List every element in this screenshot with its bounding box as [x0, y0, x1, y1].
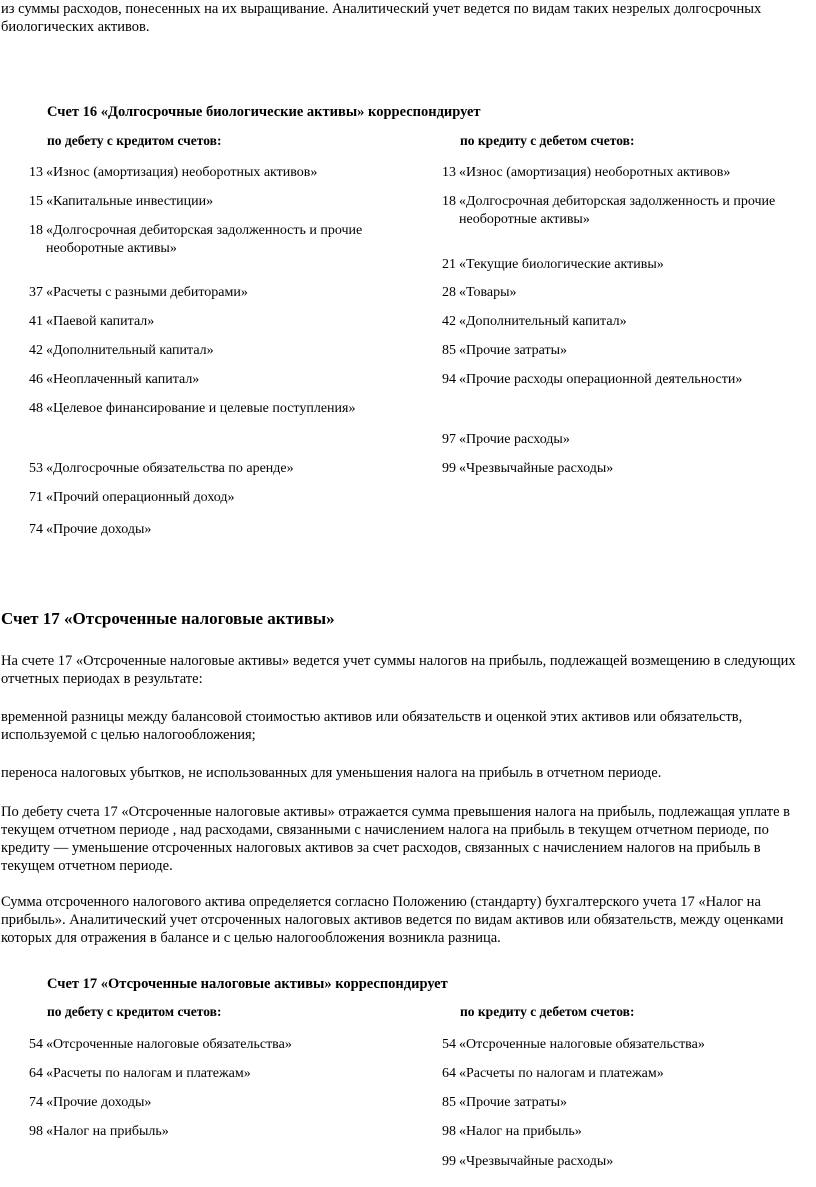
- table17-debit-row: [21, 1123, 401, 1141]
- table17-credit-row: [434, 1153, 812, 1171]
- account-name: «Прочие затраты»: [459, 343, 568, 358]
- account-number: 13: [442, 165, 456, 180]
- account-name: «Износ (амортизация) необоротных активов»: [459, 165, 731, 180]
- table16-credit-row: [434, 371, 812, 389]
- table17-debit-heading: по дебету с кредитом счетов:: [47, 1004, 222, 1019]
- account-name: «Паевой капитал»: [46, 314, 155, 329]
- account-number: 54: [29, 1037, 43, 1052]
- account-name: «Товары»: [459, 285, 517, 300]
- account-name: «Прочие расходы операционной деятельности»: [459, 372, 743, 387]
- table16-credit-row: [434, 460, 812, 478]
- account-name: «Прочие затраты»: [459, 1095, 568, 1110]
- section17-paragraph-1: На счете 17 «Отсроченные налоговые активы» ведется учет суммы налогов на прибыль, подлежащей возмещению в следующих отчетных периодах в результате:: [1, 653, 796, 687]
- account-number: 99: [442, 1154, 456, 1169]
- account-number: 46: [29, 372, 43, 387]
- table16-credit-row: [434, 193, 812, 229]
- account-name: «Расчеты с разными дебиторами»: [46, 285, 248, 300]
- account-number: 94: [442, 372, 456, 387]
- section17-paragraph-4: По дебету счета 17 «Отсроченные налоговые активы» отражается сумма превышения налога на прибыль, подлежащая уплате в текущем отчетном периоде , над расходами, связанными с начислением налога на прибыль в текущем отчетном периоде, по кредиту — уменьшение отсроченных налоговых активов за счет расходов, связанных с начислением налогов на прибыль в текущем отчетном периоде.: [1, 804, 790, 874]
- account-number: 99: [442, 461, 456, 476]
- section17-paragraph-2: временной разницы между балансовой стоимостью активов или обязательств и оценкой этих активов или обязательств, используемой с целью налогообложения;: [1, 709, 743, 743]
- account-number: 97: [442, 432, 456, 447]
- account-name: «Дополнительный капитал»: [46, 343, 214, 358]
- account-number: 15: [29, 194, 43, 209]
- account-number: 28: [442, 285, 456, 300]
- table17-credit-row: [434, 1123, 812, 1141]
- section17-paragraph-3: переноса налоговых убытков, не использованных для уменьшения налога на прибыль в отчетном периоде.: [1, 765, 662, 781]
- table16-credit-row: [434, 342, 812, 360]
- intro-paragraph: из суммы расходов, понесенных на их выращивание. Аналитический учет ведется по видам таких незрелых долгосрочных биологических активов.: [1, 1, 762, 35]
- account-name: «Отсроченные налоговые обязательства»: [46, 1037, 292, 1052]
- account-name: «Прочие расходы»: [459, 432, 570, 447]
- account-name: «Налог на прибыль»: [459, 1124, 582, 1139]
- table16-debit-row: [21, 400, 401, 418]
- table16-debit-row: [21, 342, 401, 360]
- account-name: «Расчеты по налогам и платежам»: [459, 1066, 664, 1081]
- account-name: «Долгосрочная дебиторская задолженность и прочие необоротные активы»: [46, 223, 363, 256]
- account-number: 98: [442, 1124, 456, 1139]
- account-number: 18: [29, 223, 43, 238]
- account-name: «Прочие доходы»: [46, 522, 152, 537]
- account-number: 74: [29, 1095, 43, 1110]
- table16-debit-row: [21, 371, 401, 389]
- account-number: 42: [442, 314, 456, 329]
- account-number: 85: [442, 1095, 456, 1110]
- table16-debit-row: [21, 313, 401, 331]
- account-number: 48: [29, 401, 43, 416]
- table17-debit-row: [21, 1094, 401, 1112]
- account-number: 71: [29, 490, 43, 505]
- table17-title: Счет 17 «Отсроченные налоговые активы» корреспондирует: [47, 976, 448, 992]
- table17-credit-row: [434, 1036, 812, 1054]
- table17-debit-row: [21, 1065, 401, 1083]
- account-number: 13: [29, 165, 43, 180]
- table16-debit-row: [21, 222, 401, 258]
- account-name: «Налог на прибыль»: [46, 1124, 169, 1139]
- table17-credit-row: [434, 1065, 812, 1083]
- table16-debit-row: [21, 521, 401, 539]
- account-name: «Неоплаченный капитал»: [46, 372, 200, 387]
- account-name: «Расчеты по налогам и платежам»: [46, 1066, 251, 1081]
- table16-credit-row: [434, 313, 812, 331]
- account-number: 98: [29, 1124, 43, 1139]
- table16-credit-row: [434, 431, 812, 449]
- account-number: 42: [29, 343, 43, 358]
- account-name: «Износ (амортизация) необоротных активов»: [46, 165, 318, 180]
- account-name: «Долгосрочные обязательства по аренде»: [46, 461, 294, 476]
- table16-credit-row: [434, 164, 812, 182]
- table16-debit-row: [21, 460, 401, 478]
- account-name: «Дополнительный капитал»: [459, 314, 627, 329]
- table16-credit-row: [434, 256, 812, 274]
- section17-paragraph-5: Сумма отсроченного налогового актива определяется согласно Положению (стандарту) бухгалтерского учета 17 «Налог на прибыль». Аналитический учет отсроченных налоговых активов ведется по видам активов или обязательств, между оценками которых для отражения в балансе и с целью налогообложения возникла разница.: [1, 894, 784, 946]
- section17-heading: Счет 17 «Отсроченные налоговые активы»: [1, 609, 335, 628]
- table16-credit-row: [434, 284, 812, 302]
- account-name: «Капитальные инвестиции»: [46, 194, 214, 209]
- table16-debit-row: [21, 489, 401, 507]
- account-number: 37: [29, 285, 43, 300]
- table16-debit-heading: по дебету с кредитом счетов:: [47, 133, 222, 148]
- account-number: 41: [29, 314, 43, 329]
- account-name: «Прочий операционный доход»: [46, 490, 235, 505]
- table16-debit-row: [21, 284, 401, 302]
- table16-title: Счет 16 «Долгосрочные биологические активы» корреспондирует: [47, 104, 481, 120]
- account-number: 64: [29, 1066, 43, 1081]
- account-number: 21: [442, 257, 456, 272]
- account-number: 64: [442, 1066, 456, 1081]
- account-name: «Целевое финансирование и целевые поступления»: [46, 401, 356, 416]
- account-number: 85: [442, 343, 456, 358]
- account-name: «Текущие биологические активы»: [459, 257, 664, 272]
- account-name: «Чрезвычайные расходы»: [459, 1154, 614, 1169]
- account-name: «Долгосрочная дебиторская задолженность и прочие необоротные активы»: [459, 194, 776, 227]
- account-name: «Отсроченные налоговые обязательства»: [459, 1037, 705, 1052]
- account-name: «Прочие доходы»: [46, 1095, 152, 1110]
- table17-credit-row: [434, 1094, 812, 1112]
- table16-credit-heading: по кредиту с дебетом счетов:: [460, 133, 635, 148]
- table16-debit-row: [21, 164, 401, 182]
- account-number: 18: [442, 194, 456, 209]
- table17-credit-heading: по кредиту с дебетом счетов:: [460, 1004, 635, 1019]
- table17-debit-row: [21, 1036, 401, 1054]
- account-number: 74: [29, 522, 43, 537]
- table16-debit-row: [21, 193, 401, 211]
- account-number: 54: [442, 1037, 456, 1052]
- account-number: 53: [29, 461, 43, 476]
- account-name: «Чрезвычайные расходы»: [459, 461, 614, 476]
